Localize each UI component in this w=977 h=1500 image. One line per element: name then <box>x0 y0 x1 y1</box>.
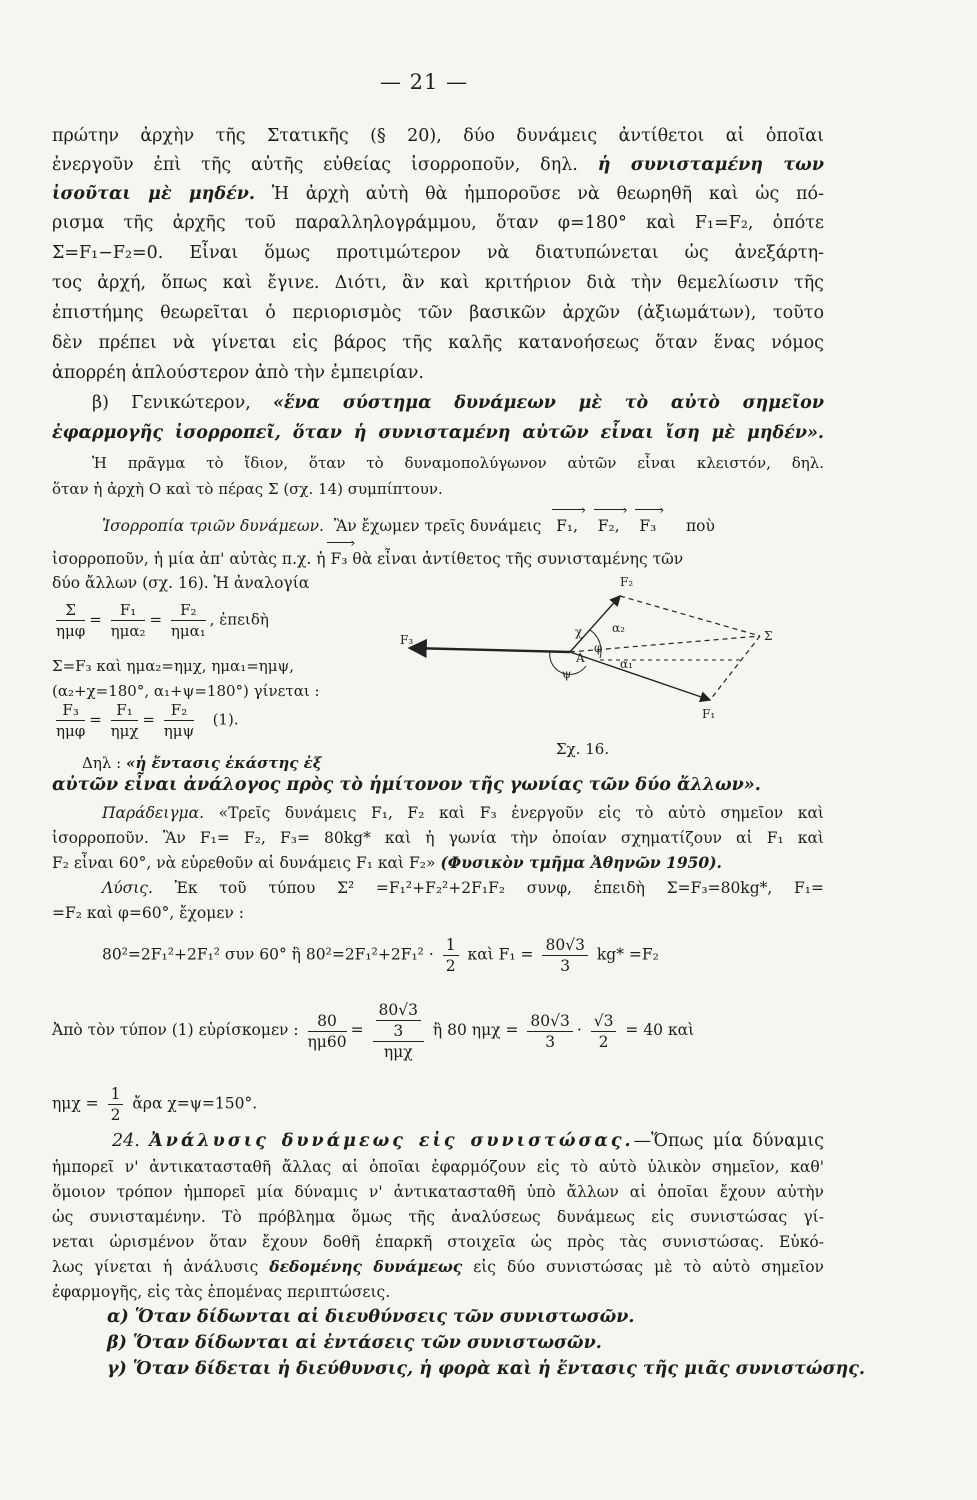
text-line: ἐφαρμογῆς, εἰς τὰς ἑπομένας περιπτώσεις. <box>52 1283 391 1301</box>
vector-f2: F₂, › <box>598 515 620 537</box>
figure-caption: Σχ. 16. <box>556 740 610 758</box>
formula-sine-law: $\frac{\text{F₃}}{\text{ημφ}}$ = $\frac{\text{F₁}}{\text{ημχ}}$ = $\frac{\text{F₂}}{\text{ημψ}}$ (1). <box>56 701 239 740</box>
text-line: ὡς συνισταμένην. Τὸ πρόβλημα ὅμως τῆς ἀναλύσεως δυνάμεως εἰς συνιστώσας γί- <box>52 1208 824 1226</box>
text-line: αὐτῶν εἶναι ἀνάλογος πρὸς τὸ ἡμίτονον τῆς γωνίας τῶν δύο ἄλλων». <box>52 775 761 795</box>
text-line: ὅμοιον τρόπον ἠμπορεῖ μία δύναμις ν' ἀντικατασταθῆ ὑπὸ ἄλλων αἱ ὁποῖαι ἔχουν αὐτὴν <box>52 1183 824 1201</box>
section-heading: 24. Ἀνάλυσις δυνάμεως εἰς συνιστώσας.—Ὅπως μία δύναμις <box>112 1131 824 1151</box>
text-line: δύο ἄλλων (σχ. 16). Ἡ ἀναλογία <box>52 574 310 592</box>
label-a2: α₂ <box>612 621 625 635</box>
text-line: ρισμα τῆς ἀρχῆς τοῦ παραλληλογράμμου, ὅταν φ=180° καὶ F₁=F₂, ὁπότε <box>52 213 824 233</box>
label-phi: φ <box>594 641 603 655</box>
text-line: ἰσοῦται μὲ μηδέν. Ἡ ἀρχὴ αὐτὴ θὰ ἠμποροῦσε νὰ θεωρηθῆ καὶ ὡς πό- <box>52 184 824 204</box>
text-line: F₂ εἶναι 60°, νὰ εὑρεθοῦν αἱ δυνάμεις F₁ καὶ F₂» (Φυσικὸν τμῆμα Ἀθηνῶν 1950). <box>52 853 722 872</box>
label-f2: F₂ <box>620 575 634 589</box>
label-a: A <box>576 651 585 665</box>
label-chi: χ <box>575 625 583 639</box>
text-line: Ἡ πρᾶγμα τὸ ἴδιον, ὅταν τὸ δυναμοπολύγωνον αὐτῶν εἶναι κλειστόν, δηλ. <box>92 454 824 472</box>
vector-f1: F₁, › <box>556 515 578 537</box>
text-line: τος ἀρχή, ὅπως καὶ ἔγινε. Διότι, ἂν καὶ κριτήριον διὰ τὴν θεμελίωσιν τῆς <box>52 273 824 293</box>
formula-line: Ἀπὸ τὸν τύπον (1) εὑρίσκομεν : $\frac{80}{\eta\mu 60}$ = $\frac{\frac{80√3}{3}}{\text{ημχ}}$ ἢ 80 ημχ = $\frac{80√3}{3}$ · $\frac{√3}{2}$ = 40 καὶ <box>52 1001 695 1061</box>
list-item: γ) Ὅταν δίδεται ἡ διεύθυνσις, ἡ φορὰ καὶ ἡ ἔντασις τῆς μιᾶς συνιστώσης. <box>107 1359 865 1379</box>
text-line: Ἰσορροπία τριῶν δυνάμεων. Ἂν ἔχωμεν τρεῖς δυνάμεις F₁, › F₂, › F₃ › ποὺ <box>52 515 824 537</box>
vector-f3: F₃ › <box>639 515 656 537</box>
label-f3: F₃ <box>400 633 414 647</box>
text-line: ἐνεργοῦν ἐπὶ τῆς αὐτῆς εὐθείας ἰσορροποῦν, δηλ. ἡ συνισταμένη των <box>52 155 824 175</box>
text-line: ἐφαρμογῆς ἰσορροπεῖ, ὅταν ἡ συνισταμένη αὐτῶν εἶναι ἴση μὲ μηδέν». <box>52 423 824 443</box>
vector-f3b: F₃ › <box>331 548 348 570</box>
text-line: λως γίνεται ἡ ἀνάλυσις δεδομένης δυνάμεως εἰς δύο συνιστώσας μὲ τὸ αὐτὸ σημεῖον <box>52 1257 824 1276</box>
text-line: ἀπορρέη ἁπλούστερον ἀπὸ τὴν ἐμπειρίαν. <box>52 363 424 383</box>
text-line: ἰσορροποῦν. Ἂν F₁= F₂, F₃= 80kg* καὶ ἡ γωνία τὴν ὁποίαν σχηματίζουν αἱ F₁ καὶ <box>52 829 824 847</box>
list-item: β) Ὅταν δίδωνται αἱ ἐντάσεις τῶν συνιστωσῶν. <box>107 1333 602 1353</box>
label-sigma: Σ <box>764 629 773 643</box>
label-a1: α₁ <box>620 657 633 671</box>
list-item: α) Ὅταν δίδωνται αἱ διευθύνσεις τῶν συνιστωσῶν. <box>107 1307 635 1327</box>
text-line: =F₂ καὶ φ=60°, ἔχομεν : <box>52 904 244 922</box>
text-line: νεται ὡρισμένον ὅταν ἔχουν δοθῆ ἐπαρκῆ στοιχεῖα ὡς πρὸς τὰς συνιστώσας. Εὐκό- <box>52 1233 824 1251</box>
text-line: β) Γενικώτερον, «ἕνα σύστημα δυνάμεων μὲ τὸ αὐτὸ σημεῖον <box>92 393 824 413</box>
text-line: ὅταν ἡ ἀρχὴ Ο καὶ τὸ πέρας Σ (σχ. 14) συμπίπτουν. <box>52 480 443 498</box>
text-line: ἠμπορεῖ ν' ἀντικατασταθῆ ἄλλας αἱ ὁποῖαι ἐφαρμόζουν εἰς τὸ αὐτὸ ὑλικὸν σημεῖον, καθ' <box>52 1158 824 1176</box>
text-line: Σ=F₁−F₂=0. Εἶναι ὅμως προτιμώτερον νὰ διατυπώνεται ὡς ἀνεξάρτη- <box>52 243 824 263</box>
page-number: — 21 — <box>380 70 469 94</box>
formula-ratio: $\frac{\Sigma}{\text{ημφ}}$ = $\frac{\text{F₁}}{\text{ημα₂}}$ = $\frac{\text{F₂}}{\text{ημα₁}}$ , ἐπειδὴ <box>56 601 269 640</box>
force-diagram <box>380 572 780 742</box>
text-line: ἐπιστήμης θεωρεῖται ὁ περιορισμὸς τῶν βασικῶν ἀρχῶν (ἀξιωμάτων), τοῦτο <box>52 303 824 323</box>
text-line: ἰσορροποῦν, ἡ μία ἀπ' αὐτὰς π.χ. ἡ F₃ › θὰ εἶναι ἀντίθετος τῆς συνισταμένης τῶν <box>52 548 824 570</box>
text-line: (α₂+χ=180°, α₁+ψ=180°) γίνεται : <box>52 682 320 700</box>
text-line: Σ=F₃ καὶ ημα₂=ημχ, ημα₁=ημψ, <box>52 657 295 675</box>
text-line: πρώτην ἀρχὴν τῆς Στατικῆς (§ 20), δύο δυνάμεις ἀντίθετοι αἱ ὁποῖαι <box>52 126 824 146</box>
formula-line: ημχ = $\frac{1}{2}$ ἄρα χ=ψ=150°. <box>52 1085 258 1124</box>
text-line: Παράδειγμα. «Τρεῖς δυνάμεις F₁, F₂ καὶ F₃ ἐνεργοῦν εἰς τὸ αὐτὸ σημεῖον καὶ <box>102 804 824 822</box>
text-line: Δηλ : «ἡ ἔντασις ἑκάστης ἐξ <box>82 754 322 772</box>
label-f1: F₁ <box>702 707 716 721</box>
text-line: δὲν πρέπει νὰ γίνεται εἰς βάρος τῆς καλῆς κατανοήσεως ὅταν ἕνας νόμος <box>52 333 824 353</box>
formula-line: 80²=2F₁²+2F₁² συν 60° ἢ 80²=2F₁²+2F₁² · $\frac{1}{2}$ καὶ F₁ = $\frac{80√3}{3}$ kg* =F₂ <box>102 936 659 975</box>
text-line: Λύσις. Ἐκ τοῦ τύπου Σ² =F₁²+F₂²+2F₁F₂ συνφ, ἐπειδὴ Σ=F₃=80kg*, F₁= <box>102 879 824 897</box>
label-psi: ψ <box>562 667 572 681</box>
